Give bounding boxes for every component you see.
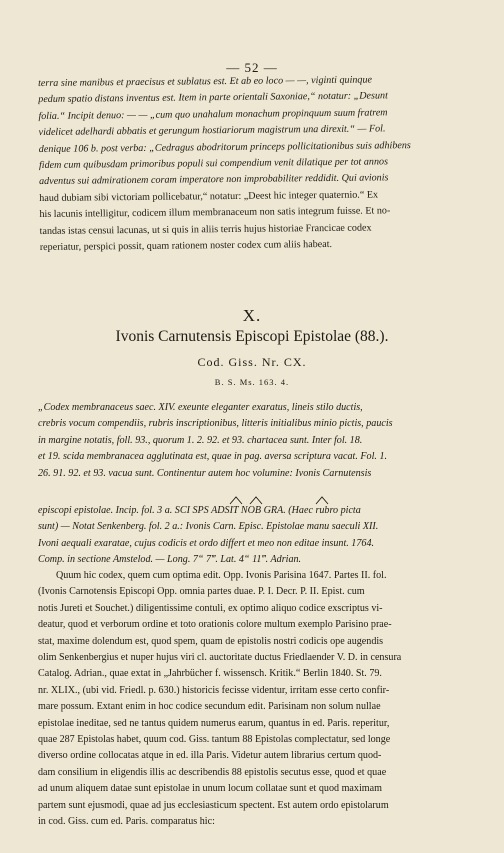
text-line: haud dubiam sibi victoriam pollicebatur,“ notatur: „Deest hic integer quaternio.“ Ex [39,189,379,204]
text-line: his lacunis intelligitur, codicem illum membranaceum non satis integrum fuisse. Et no- [39,205,391,221]
text-line: notis Jureti et Souchet.) diligentissime contuli, ex optimo aliquo codice exscriptus vi- [38,602,383,614]
text-line: quae 287 Epistolas habet, quum cod. Giss. tantum 88 Epistolas complectatur, sed longe [38,734,391,746]
top-paragraph [38,71,480,256]
text-line: ad unum aliquem datae sunt epistolae in unum locum collatae sunt et quod maximam [38,783,382,795]
text-line: olim Senkenbergius et nuper hujus viri cl. auctoritate ductus Friedlaender V. D. in censura [38,652,402,664]
text-line: sunt) — Notat Senkenberg. fol. 2 a.: Ivonis Carn. Episc. Epistolae manu saeculi XII. [38,521,379,533]
text-line: Comp. in sectione Amstelod. — Long. 7“ 7‴. Lat. 4“ 11‴. Adrian. [38,554,302,566]
text-line: crebris vocum compendiis, rubris inscriptionibus, litteris initialibus miniо pictis, paucis [38,418,393,430]
text-line: 26. 91. 92. et 93. vacua sunt. Continentur autem hoc volumine: Ivonis Carnutensis [38,467,372,479]
text-line: mare possum. Extant enim in hoc codice secundum edit. Parisinam non solum nullae [38,701,381,713]
text-line: terra sine manibus et praecisus et sublatus est. Et ab eo loco — —, viginti quinque [38,74,373,89]
section-title: Ivonis Carnutensis Episcopi Epistolae (88.). [115,328,389,345]
text-line: reperiatur, perspici possit, quam rationem noster codex cum aliis habeat. [39,238,333,254]
codex-signature: B. S. Ms. 163. 4. [214,377,290,387]
text-line: folia.“ Incipit denuo: — — „cum quo unahalum monachum propinquum suum fratrem [38,107,388,122]
text-line: denique 106 b. post verba: „Cedragus abodritorum princeps pollicitationibus suis adhibens [38,139,411,155]
text-line: et 19. scida membranacea agglutinata est, quae in pag. aversa scriptura vacat. Fol. 1. [38,451,388,463]
description-paragraph [38,400,478,482]
text-line: tandas istas censui lacunas, ut si quis in aliis terris hujus historiae Francicae codex [39,222,372,237]
text-line: in margine notatis, foll. 93., quorum 1. 2. 92. et 93. chartacea sunt. Inter fol. 18. [38,434,363,446]
codex-heading: Cod. Giss. Nr. CX. [197,355,307,369]
text-line: (Ivonis Carnotensis Episcopi Opp. omnia partes duae. P. I. Decr. P. II. Epist. cum [38,586,365,598]
text-line: dam consilium in eligendis illis ac describendis 88 epistolis secutus esse, quod et quae [38,766,387,778]
text-line: deatur, quod et verborum ordine et toto orationis colore multum exemplo Parisino prae- [38,619,392,631]
text-line: episcopi epistolae. Incip. fol. 3 a. SCI SPS ADSIT NOB GRA. (Haec rubro picta [38,505,361,516]
text-line: adventus sui admirationem coram imperatore non improbabiliter reddidit. Qui avionis [39,172,389,188]
text-line: videlicet adelhardi abbatis et gerungum hostiariorum magistrum una direxit.“ — Fol. [38,123,386,139]
page-number: — 52 — [226,60,278,75]
text-line: Quum hic codex, quem cum optima edit. Opp. Ivonis Parisina 1647. Partes II. fol. [56,570,387,581]
text-line: stat, maxime dolendum est, quod spem, quam de epistolis nostri codicis ope augendis [38,635,384,647]
text-line: epistolae ineditae, sed ne tantus quidem numerus earum, quantus in ed. Paris. reperitur, [38,717,390,729]
text-line: partem sunt ejusmodi, quae ad jus ecclesiasticum spectent. Est autem ordo epistolarum [38,799,389,811]
text-line: diverso ordine collocatas atque in ed. illa Paris. Videtur autem librarius certum quod- [38,750,382,762]
text-line: nr. XLIX., (ubi vid. Friedl. p. 630.) historicis fecisse videntur, irritam esse certo confir- [38,684,390,696]
text-line: in cod. Giss. cum ed. Paris. comparatus hic: [38,816,215,828]
section-number: X. [242,306,262,325]
text-line: Ivoni aequali exaratae, cujus codicis et ordo differt et meo non editae insunt. 1764. [38,537,375,549]
text-line: „Codex membranaceus saec. XIV. exeunte eleganter exaratus, lineis stilo ductis, [38,402,363,413]
main-paragraph [38,568,478,831]
text-line: Catalog. Adrian., quae extat in „Jahrbücher f. wissensch. Kritik.“ Berlin 1840. St. 79. [38,668,382,680]
text-line: fidem cum quibusdam primoribus populi sui compendium venit dilatique per tot annos [38,156,389,172]
incipit-paragraph [38,503,478,569]
text-line: pedum spatio distans inventus est. Item in parte orientali Saxoniae,“ notatur: „Desunt [38,90,388,106]
